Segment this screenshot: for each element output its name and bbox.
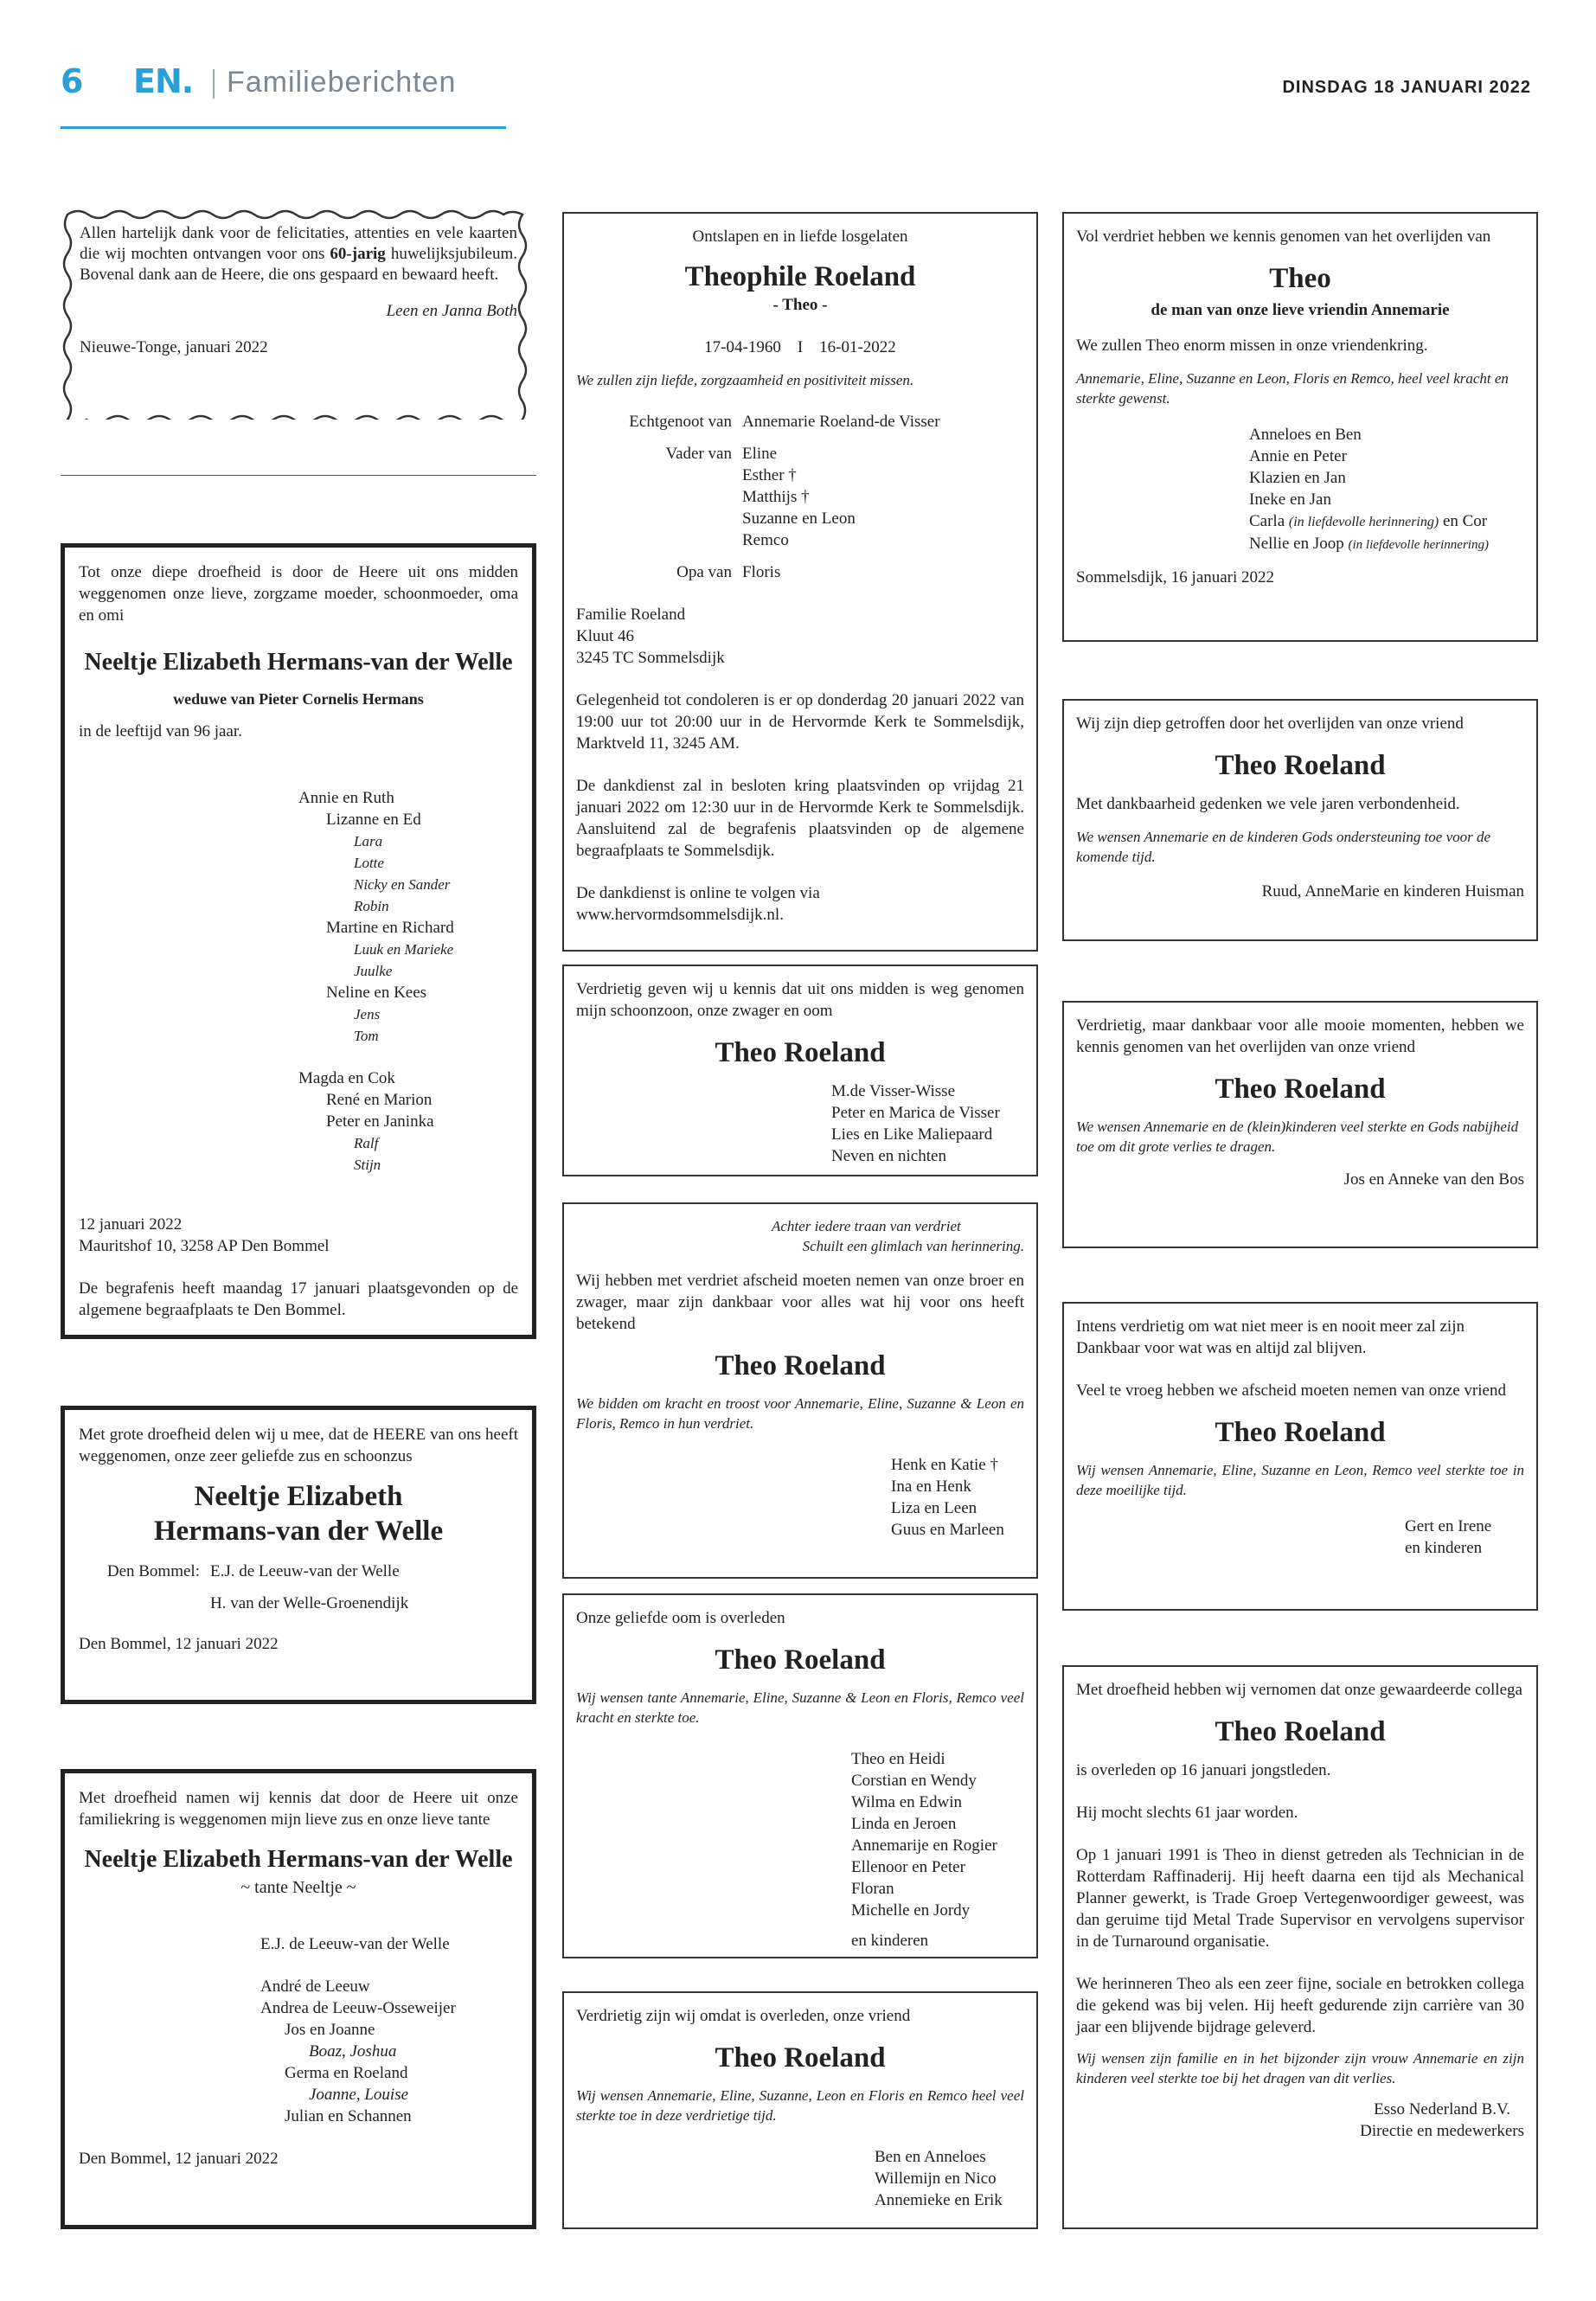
deceased-name: Theo Roeland <box>715 1644 886 1676</box>
list-item: Martine en Richard <box>326 919 454 937</box>
list-item: Luuk en Marieke <box>354 941 454 958</box>
list-item: E.J. de Leeuw-van der Welle <box>260 1935 450 1953</box>
deceased-name: Theo Roeland <box>1215 1074 1386 1105</box>
family-list <box>298 787 518 1176</box>
notice-intro: Met grote droefheid delen wij u mee, dat de HEERE van ons heeft weggenomen, onze zeer geliefde zus en schoonzus <box>79 1426 518 1465</box>
verse-line: Schuilt een glimlach van herinnering. <box>802 1238 1024 1254</box>
notice-date: Den Bommel, 12 januari 2022 <box>79 1635 279 1653</box>
wish-text: We bidden om kracht en troost voor Annemarie, Eline, Suzanne & Leon en Floris, Remco in hun verdriet. <box>576 1395 1024 1432</box>
deceased-subtitle: de man van onze lieve vriendin Annemarie <box>1151 301 1450 319</box>
signatory: Ruud, AnneMarie en kinderen Huisman <box>1261 882 1524 901</box>
list-item: Neline en Kees <box>326 984 427 1002</box>
relation-value: Annemarie Roeland-de Visser <box>742 413 940 431</box>
notice-roeland-gert-irene <box>1062 1302 1538 1611</box>
service-info: De dankdienst zal in besloten kring plaatsvinden op vrijdag 21 januari 2022 om 12:30 uur in de Hervormde Kerk te Sommelsdijk. Aansluitend zal de begrafenis plaatsvinden op de algemene begraafplaats te Sommelsdijk. <box>576 777 1024 860</box>
newspaper-logo: EN. <box>133 62 194 100</box>
wish-text: Wij wensen Annemarie, Eline, Suzanne en Leon, Remco veel sterkte toe in deze moeilijke tijd. <box>1076 1462 1524 1498</box>
notice-address: Mauritshof 10, 3258 AP Den Bommel <box>79 1237 330 1255</box>
notice-intro: Met droefheid hebben wij vernomen dat onze gewaardeerde collega <box>1076 1681 1522 1699</box>
notice-hermans-niece <box>61 1769 536 2229</box>
notice-intro: Onze geliefde oom is overleden <box>576 1609 785 1627</box>
page-number: 6 <box>61 62 84 100</box>
deceased-name: Theo Roeland <box>1215 750 1386 781</box>
deceased-name: Neeltje Elizabeth Hermans-van der Welle <box>84 649 513 676</box>
notice-intro: Ontslapen en in liefde losgelaten <box>692 228 908 246</box>
signatory-list: Gert en Irene en kinderen <box>1405 1517 1492 1557</box>
list-item: Juulke <box>354 963 393 979</box>
livestream-link[interactable]: www.hervormdsommelsdijk.nl. <box>576 906 784 924</box>
signatory: H. van der Welle-Groenendijk <box>210 1594 409 1612</box>
funeral-info: De begrafenis heeft maandag 17 januari plaatsgevonden op de algemene begraafplaats te Den Bommel. <box>79 1279 518 1319</box>
list-item: Lizanne en Ed <box>326 811 421 829</box>
list-item: Jens <box>354 1006 381 1022</box>
notice-roeland-esso <box>1062 1665 1538 2229</box>
wish-text: Wij wensen tante Annemarie, Eline, Suzanne & Leon en Floris, Remco veel kracht en sterkte toe. <box>576 1689 1024 1726</box>
notice-date: 12 januari 2022 <box>79 1215 183 1234</box>
career-text: Op 1 januari 1991 is Theo in dienst getreden als Technician in de Rotterdam Raffinaderij. Hij heeft daarna een tijd als Mechanical Planner gewerkt, is Trade Groep Vertegenwoordiger geweest, was dan geruime tijd Metal Trade Supervisor en vervolgens supervisor in de Turnaround organisatie. <box>1076 1846 1524 1951</box>
list-item: Lotte <box>354 855 384 871</box>
notice-intro: Tot onze diepe droefheid is door de Heere uit ons midden weggenomen onze lieve, zorgzame moeder, schoonmoeder, oma en omi <box>79 563 518 625</box>
thanks-place: Nieuwe-Tonge, januari 2022 <box>80 338 268 356</box>
family-list <box>260 1933 518 2127</box>
notice-text: We zullen Theo enorm missen in onze vriendenkring. <box>1076 336 1428 355</box>
notice-hermans-family <box>61 543 536 1339</box>
notice-roeland-vandenbos <box>1062 1001 1538 1248</box>
list-item: Stijn <box>354 1157 381 1173</box>
list-item: Robin <box>354 898 389 914</box>
signatory-list: Esso Nederland B.V. Directie en medewerkers <box>1360 2100 1524 2140</box>
notice-intro: Verdrietig, maar dankbaar voor alle mooie momenten, hebben we kennis genomen van het overlijden van onze vriend <box>1076 1016 1524 1056</box>
page-header <box>61 62 1531 114</box>
deceased-nickname: ~ tante Neeltje ~ <box>240 1878 356 1897</box>
notice-theo-friends <box>1062 212 1538 642</box>
signatory-list: Henk en Katie † Ina en Henk Liza en Leen Guus en Marleen <box>891 1456 1004 1539</box>
relation-value: Floris <box>742 563 781 581</box>
list-item: Tom <box>354 1028 379 1044</box>
wish-text: Wij wensen Annemarie, Eline, Suzanne, Leon en Floris en Remco heel veel sterkte toe in deze verdrietige tijd. <box>576 2087 1024 2124</box>
deceased-name: Theo Roeland <box>715 2042 886 2073</box>
notice-date: Sommelsdijk, 16 januari 2022 <box>1076 568 1275 586</box>
list-item: Julian en Schannen <box>285 2107 412 2125</box>
notice-text: Hij mocht slechts 61 jaar worden. <box>1076 1804 1298 1822</box>
signatory: Jos en Anneke van den Bos <box>1343 1170 1524 1189</box>
deceased-name: Theo <box>1269 263 1331 294</box>
list-item: Ralf <box>354 1135 379 1151</box>
list-item: Jos en Joanne <box>285 2021 375 2039</box>
relation-value: Eline Esther † Matthijs † Suzanne en Leon Remco <box>742 445 856 549</box>
deceased-name: Theophile Roeland <box>684 261 916 292</box>
online-info: De dankdienst is online te volgen via <box>576 884 820 902</box>
notice-date: Den Bommel, 12 januari 2022 <box>79 2150 279 2168</box>
list-item: Peter en Janinka <box>326 1112 434 1131</box>
memory-text: We herinneren Theo als een zeer fijne, sociale en betrokken collega die gekend was bij velen. Hij heeft gedurende zijn carrière van 30 jaar een blijvende bijdrage geleverd. <box>1076 1975 1524 2036</box>
signatory: E.J. de Leeuw-van der Welle <box>210 1562 400 1580</box>
memorial-quote: We zullen zijn liefde, zorgzaamheid en positiviteit missen. <box>576 372 914 388</box>
notice-intro: Met droefheid namen wij kennis dat door de Heere uit onze familiekring is weggenomen mijn lieve zus en onze lieve tante <box>79 1789 518 1829</box>
notice-intro: Dankbaar voor wat was en altijd zal blijven. <box>1076 1339 1367 1357</box>
notice-intro: Wij zijn diep getroffen door het overlijden van onze vriend <box>1076 715 1464 733</box>
notice-intro: Vol verdriet hebben we kennis genomen van het overlijden van <box>1076 228 1491 246</box>
header-divider <box>213 69 215 99</box>
relation-label: Echtgenoot van <box>629 413 732 431</box>
signatory-list: Theo en Heidi Corstian en Wendy Wilma en Edwin Linda en Jeroen Annemarije en Rogier Ellenoor en Peter Floran Michelle en Jordy en kinderen <box>851 1750 997 1950</box>
list-item: André de Leeuw <box>260 1977 370 1996</box>
place-label: Den Bommel: <box>106 1562 200 1580</box>
column-rule <box>61 475 536 476</box>
deceased-name: Neeltje Elizabeth Hermans-van der Welle <box>84 1846 513 1873</box>
deceased-subtitle: weduwe van Pieter Cornelis Hermans <box>173 690 424 708</box>
notice-roeland-nephews <box>562 1593 1038 1958</box>
notice-intro: Wij hebben met verdriet afscheid moeten nemen van onze broer en zwager, maar zijn dankbaar voor alles wat hij voor ons heeft betekend <box>576 1272 1024 1333</box>
relation-label: Vader van <box>665 445 732 463</box>
notice-text: Met dankbaarheid gedenken we vele jaren verbondenheid. <box>1076 795 1460 813</box>
deceased-name: Theo Roeland <box>1215 1716 1386 1747</box>
deceased-name-line2: Hermans-van der Welle <box>153 1516 444 1547</box>
notice-roeland-siblings <box>562 1202 1038 1579</box>
notice-intro: Verdrietig zijn wij omdat is overleden, onze vriend <box>576 2007 911 2025</box>
deceased-name: Theo Roeland <box>715 1037 886 1068</box>
notice-text: is overleden op 16 januari jongstleden. <box>1076 1761 1331 1779</box>
wish-text: Annemarie, Eline, Suzanne en Leon, Floris en Remco, heel veel kracht en sterkte gewenst. <box>1076 370 1509 407</box>
condolence-info: Gelegenheid tot condoleren is er op donderdag 20 januari 2022 van 19:00 uur tot 20:00 uur in de Hervormde Kerk te Sommelsdijk, Marktveld 11, 3245 AM. <box>576 691 1024 753</box>
deceased-name: Theo Roeland <box>715 1350 886 1381</box>
list-item: René en Marion <box>326 1091 433 1109</box>
notice-roeland-friends-1 <box>562 1991 1038 2229</box>
life-dates: 17-04-1960 I 16-01-2022 <box>704 338 896 356</box>
deceased-nickname: - Theo - <box>772 296 828 314</box>
relation-label: Opa van <box>676 563 732 581</box>
thanks-text: Allen hartelijk dank voor de felicitaties, attenties en vele kaarten die wij mochten ontvangen voor ons 60-jarig huwelijksjubileum. Bovenal dank aan de Heere, die ons gespaard en bewaard heeft. <box>80 224 518 284</box>
family-address: Familie Roeland Kluut 46 3245 TC Sommelsdijk <box>576 606 725 667</box>
deceased-age: in de leeftijd van 96 jaar. <box>79 722 242 740</box>
signatory-list: M.de Visser-Wisse Peter en Marica de Visser Lies en Like Maliepaard Neven en nichten <box>831 1082 1000 1165</box>
notice-thanks-both <box>61 208 536 420</box>
list-item: Annie en Ruth <box>298 789 394 807</box>
list-item: Lara <box>354 833 383 849</box>
issue-date: DINSDAG 18 JANUARI 2022 <box>1282 78 1531 97</box>
signatory-list: Anneloes en Ben Annie en Peter Klazien en Jan Ineke en Jan Carla (in liefdevolle herinnering) en Cor Nellie en Joop (in liefdevolle herinnering) <box>1249 426 1489 553</box>
deceased-name: Theo Roeland <box>1215 1417 1386 1448</box>
list-item: Germa en Roeland <box>285 2064 408 2082</box>
list-item: Magda en Cok <box>298 1069 395 1087</box>
list-item: Nicky en Sander <box>354 876 451 893</box>
notice-roeland-inlaws <box>562 965 1038 1176</box>
header-underline <box>61 126 506 129</box>
thanks-signed: Leen en Janna Both <box>386 302 517 320</box>
notice-intro: Veel te vroeg hebben we afscheid moeten nemen van onze vriend <box>1076 1381 1506 1400</box>
deceased-name-line1: Neeltje Elizabeth <box>194 1481 403 1512</box>
wish-text: We wensen Annemarie en de (klein)kinderen veel sterkte en Gods nabijheid toe om dit grote verlies te dragen. <box>1076 1118 1519 1155</box>
notice-roeland-family <box>562 212 1038 952</box>
notice-roeland-huisman <box>1062 699 1538 941</box>
list-item: Joanne, Louise <box>309 2086 409 2104</box>
notice-intro: Verdrietig geven wij u kennis dat uit ons midden is weg genomen mijn schoonzoon, onze zwager en oom <box>576 980 1024 1020</box>
signatory-list: Ben en Anneloes Willemijn en Nico Annemieke en Erik <box>875 2148 1003 2209</box>
verse-line: Achter iedere traan van verdriet <box>772 1218 961 1234</box>
wish-text: We wensen Annemarie en de kinderen Gods ondersteuning toe voor de komende tijd. <box>1076 829 1491 865</box>
wish-text: Wij wensen zijn familie en in het bijzonder zijn vrouw Annemarie en zijn kinderen veel sterkte toe bij het dragen van dit verlies. <box>1076 2050 1524 2086</box>
notice-hermans-siblings <box>61 1406 536 1704</box>
notice-intro: Intens verdrietig om wat niet meer is en nooit meer zal zijn <box>1076 1317 1465 1336</box>
list-item: Boaz, Joshua <box>309 2042 397 2061</box>
section-title: Familieberichten <box>227 66 457 99</box>
list-item: Andrea de Leeuw-Osseweijer <box>260 1999 456 2017</box>
